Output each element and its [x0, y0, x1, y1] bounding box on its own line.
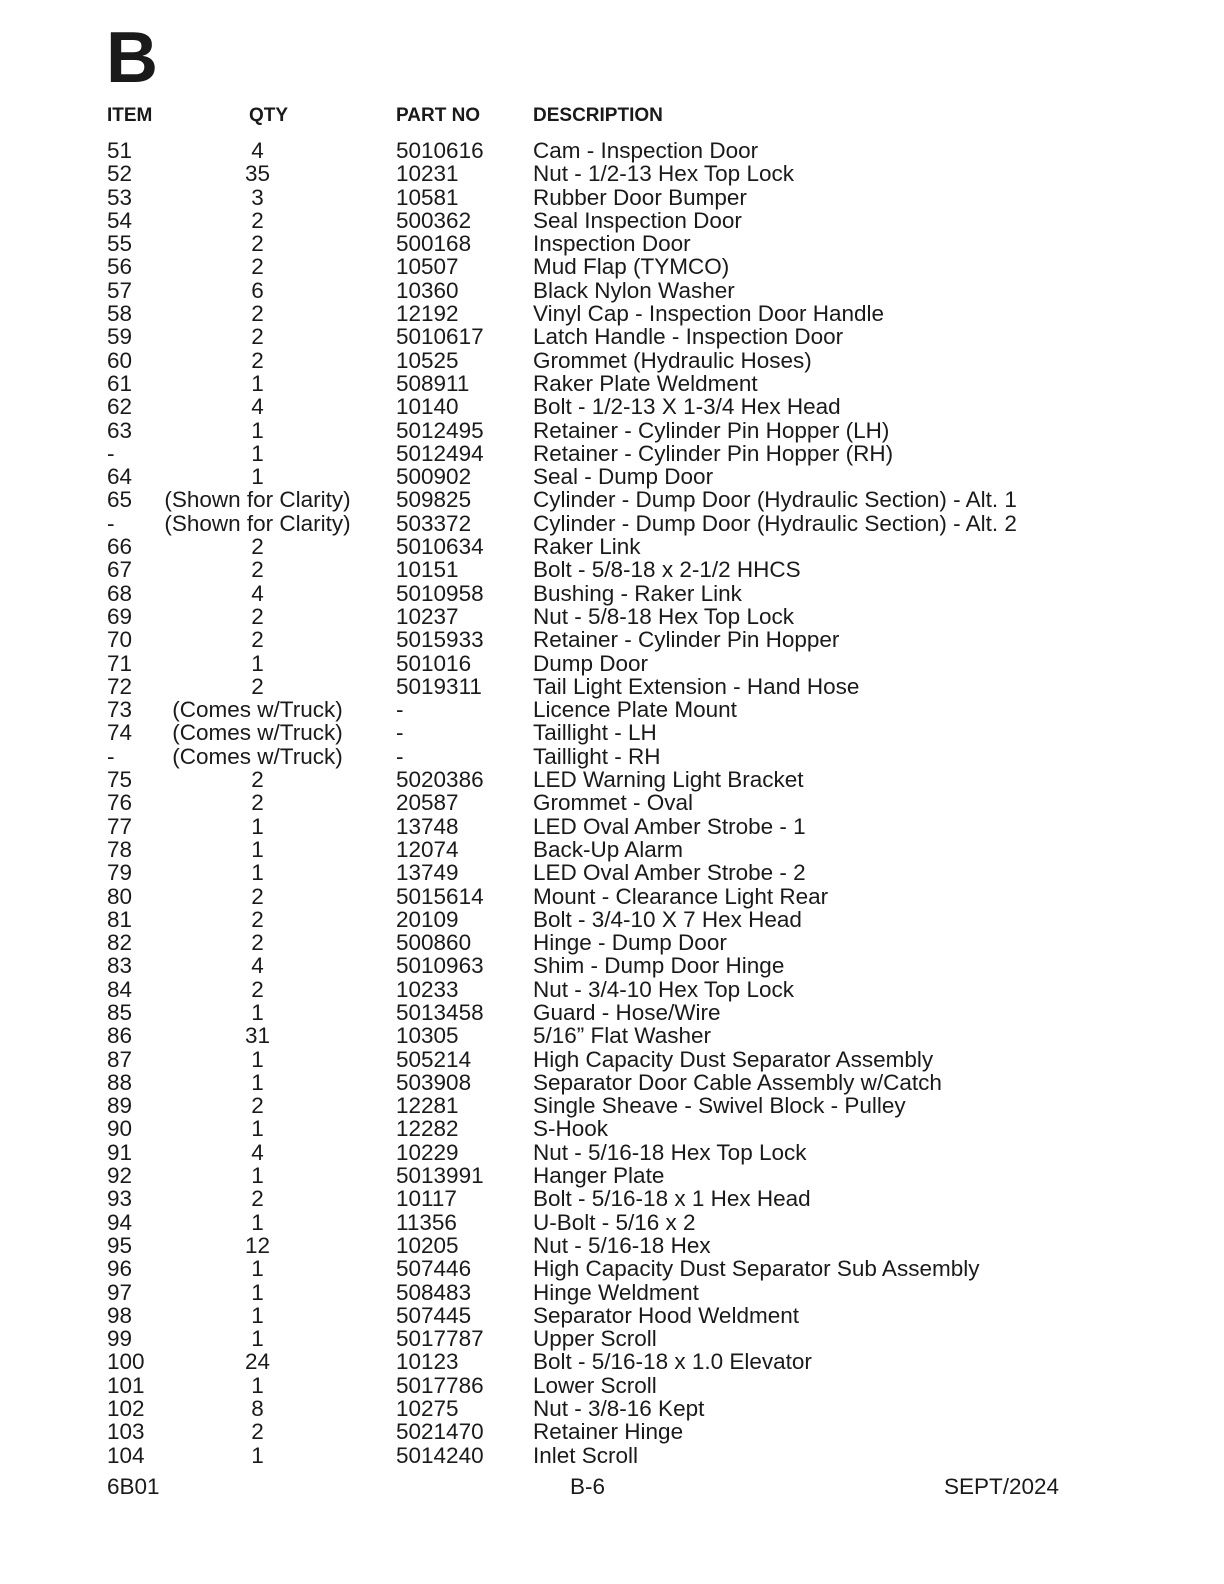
- section-letter: B: [106, 18, 158, 98]
- row-item: 101: [107, 1372, 145, 1398]
- table-row: [0, 675, 1224, 698]
- row-part-no: 10117: [396, 1186, 457, 1212]
- row-qty: 2: [251, 790, 264, 816]
- table-row: [0, 1257, 1224, 1280]
- table-row: [0, 1327, 1224, 1350]
- row-qty: 2: [251, 1419, 264, 1445]
- table-row: [0, 978, 1224, 1001]
- table-row: [0, 791, 1224, 814]
- row-part-no: 501016: [396, 650, 472, 676]
- row-item: 61: [107, 370, 133, 396]
- row-description: Hinge - Dump Door: [533, 930, 727, 956]
- row-item: 65: [107, 487, 133, 513]
- row-description: Taillight - RH: [533, 743, 661, 769]
- row-part-no: 20587: [396, 790, 459, 816]
- row-qty: 1: [251, 650, 264, 676]
- row-item: 102: [107, 1396, 145, 1422]
- row-description: Retainer - Cylinder Pin Hopper: [533, 627, 840, 653]
- row-part-no: 5015933: [396, 627, 484, 653]
- row-qty: 1: [251, 1279, 264, 1305]
- row-part-no: 505214: [396, 1046, 472, 1072]
- table-row: [0, 442, 1224, 465]
- table-row: [0, 1094, 1224, 1117]
- row-item: 90: [107, 1116, 133, 1142]
- row-qty: 4: [251, 953, 264, 979]
- row-item: 70: [107, 627, 133, 653]
- header-qty: QTY: [249, 105, 289, 126]
- row-item: 69: [107, 603, 133, 629]
- table-row: [0, 1071, 1224, 1094]
- row-qty: 1: [251, 1163, 264, 1189]
- row-item: 86: [107, 1023, 133, 1049]
- row-item: 98: [107, 1302, 133, 1328]
- row-item: 99: [107, 1326, 133, 1352]
- row-qty: 2: [251, 301, 264, 327]
- row-part-no: 509825: [396, 487, 472, 513]
- row-item: 68: [107, 580, 133, 606]
- row-item: 74: [107, 720, 133, 746]
- row-qty: 8: [251, 1396, 264, 1422]
- row-part-no: 5020386: [396, 767, 484, 793]
- row-part-no: 10233: [396, 976, 459, 1002]
- row-item: 91: [107, 1139, 133, 1165]
- row-item: 67: [107, 557, 133, 583]
- table-row: [0, 931, 1224, 954]
- table-row: [0, 162, 1224, 185]
- row-qty: 24: [244, 1349, 271, 1375]
- row-description: Nut - 3/4-10 Hex Top Lock: [533, 976, 794, 1002]
- row-description: Raker Link: [533, 534, 641, 560]
- row-qty: 4: [251, 394, 264, 420]
- row-qty: 2: [251, 557, 264, 583]
- row-qty: 1: [251, 813, 264, 839]
- row-item: 85: [107, 999, 133, 1025]
- row-item: 57: [107, 277, 133, 303]
- row-part-no: 5015614: [396, 883, 484, 909]
- parts-list: [0, 139, 1224, 1467]
- row-description: Bolt - 1/2-13 X 1-3/4 Hex Head: [533, 394, 841, 420]
- row-item: 84: [107, 976, 133, 1002]
- row-part-no: 500168: [396, 231, 472, 257]
- table-row: [0, 139, 1224, 162]
- table-row: [0, 1397, 1224, 1420]
- table-row: [0, 1211, 1224, 1234]
- row-part-no: 10140: [396, 394, 459, 420]
- row-item: 55: [107, 231, 133, 257]
- row-description: Guard - Hose/Wire: [533, 999, 721, 1025]
- row-part-no: 5010958: [396, 580, 484, 606]
- table-row: [0, 908, 1224, 931]
- row-description: Rubber Door Bumper: [533, 184, 747, 210]
- table-row: [0, 1420, 1224, 1443]
- row-item: 80: [107, 883, 133, 909]
- table-row: [0, 372, 1224, 395]
- row-item: 89: [107, 1093, 133, 1119]
- table-row: [0, 1444, 1224, 1467]
- table-row: [0, 838, 1224, 861]
- row-part-no: 20109: [396, 906, 459, 932]
- row-description: Taillight - LH: [533, 720, 657, 746]
- row-qty: 1: [251, 836, 264, 862]
- row-description: Grommet (Hydraulic Hoses): [533, 347, 812, 373]
- row-qty: 1: [251, 1256, 264, 1282]
- header-item: ITEM: [107, 105, 153, 126]
- table-row: [0, 465, 1224, 488]
- row-description: Upper Scroll: [533, 1326, 657, 1352]
- row-description: LED Warning Light Bracket: [533, 767, 804, 793]
- row-qty: 2: [251, 1186, 264, 1212]
- row-qty: 2: [251, 324, 264, 350]
- row-item: 53: [107, 184, 133, 210]
- row-item: 83: [107, 953, 133, 979]
- table-row: [0, 1281, 1224, 1304]
- row-item: 82: [107, 930, 133, 956]
- row-part-no: 503372: [396, 510, 472, 536]
- row-item: 51: [107, 138, 133, 163]
- row-qty: 1: [251, 370, 264, 396]
- row-part-no: 500362: [396, 207, 472, 233]
- table-row: [0, 1374, 1224, 1397]
- table-row: [0, 582, 1224, 605]
- table-row: [0, 745, 1224, 768]
- row-qty: 2: [251, 603, 264, 629]
- row-qty: 1: [251, 1302, 264, 1328]
- row-description: Hinge Weldment: [533, 1279, 699, 1305]
- row-item: 104: [107, 1442, 145, 1468]
- row-qty: (Comes w/Truck): [172, 697, 343, 723]
- row-part-no: 508483: [396, 1279, 472, 1305]
- row-description: Bolt - 5/16-18 x 1.0 Elevator: [533, 1349, 812, 1375]
- table-row: [0, 1304, 1224, 1327]
- row-part-no: 10231: [396, 161, 459, 187]
- row-item: 96: [107, 1256, 133, 1282]
- row-item: -: [107, 440, 115, 466]
- row-part-no: 10237: [396, 603, 459, 629]
- table-row: [0, 628, 1224, 651]
- row-description: Nut - 3/8-16 Kept: [533, 1396, 705, 1422]
- header-description: DESCRIPTION: [533, 105, 663, 126]
- row-item: 58: [107, 301, 133, 327]
- row-part-no: 503908: [396, 1069, 472, 1095]
- row-part-no: 5014240: [396, 1442, 484, 1468]
- row-description: Single Sheave - Swivel Block - Pulley: [533, 1093, 906, 1119]
- row-qty: (Comes w/Truck): [172, 743, 343, 769]
- row-part-no: 507445: [396, 1302, 472, 1328]
- table-row: [0, 325, 1224, 348]
- row-item: 88: [107, 1069, 133, 1095]
- row-description: Latch Handle - Inspection Door: [533, 324, 844, 350]
- row-description: High Capacity Dust Separator Assembly: [533, 1046, 934, 1072]
- table-row: [0, 419, 1224, 442]
- row-description: Retainer - Cylinder Pin Hopper (LH): [533, 417, 890, 443]
- row-qty: (Shown for Clarity): [164, 487, 351, 513]
- table-row: [0, 721, 1224, 744]
- row-description: Shim - Dump Door Hinge: [533, 953, 785, 979]
- row-description: Retainer - Cylinder Pin Hopper (RH): [533, 440, 894, 466]
- table-row: [0, 1234, 1224, 1257]
- row-description: Cylinder - Dump Door (Hydraulic Section) - Alt. 2: [533, 510, 1017, 536]
- row-description: Vinyl Cap - Inspection Door Handle: [533, 301, 885, 327]
- row-qty: 1: [251, 1442, 264, 1468]
- row-item: 95: [107, 1232, 133, 1258]
- table-row: [0, 558, 1224, 581]
- row-qty: (Shown for Clarity): [164, 510, 351, 536]
- row-part-no: 5012494: [396, 440, 484, 466]
- row-qty: 3: [251, 184, 264, 210]
- row-qty: 1: [251, 1069, 264, 1095]
- row-description: Hanger Plate: [533, 1163, 665, 1189]
- row-description: S-Hook: [533, 1116, 609, 1142]
- row-item: 66: [107, 534, 133, 560]
- row-item: 52: [107, 161, 133, 187]
- row-item: 78: [107, 836, 133, 862]
- table-row: [0, 209, 1224, 232]
- row-qty: 1: [251, 1046, 264, 1072]
- row-part-no: 5019311: [396, 673, 482, 699]
- row-description: Nut - 1/2-13 Hex Top Lock: [533, 161, 794, 187]
- row-item: 94: [107, 1209, 133, 1235]
- table-row: [0, 512, 1224, 535]
- row-qty: (Comes w/Truck): [172, 720, 343, 746]
- row-qty: 2: [251, 534, 264, 560]
- row-description: U-Bolt - 5/16 x 2: [533, 1209, 696, 1235]
- row-part-no: 5017787: [396, 1326, 484, 1352]
- table-row: [0, 1141, 1224, 1164]
- row-qty: 2: [251, 347, 264, 373]
- row-qty: 4: [251, 580, 264, 606]
- row-part-no: 5012495: [396, 417, 484, 443]
- row-qty: 1: [251, 860, 264, 886]
- row-description: Retainer Hinge: [533, 1419, 684, 1445]
- row-qty: 12: [244, 1232, 271, 1258]
- row-qty: 2: [251, 673, 264, 699]
- row-description: Bolt - 3/4-10 X 7 Hex Head: [533, 906, 802, 932]
- row-qty: 2: [251, 1093, 264, 1119]
- row-item: 64: [107, 464, 133, 490]
- row-item: 103: [107, 1419, 145, 1445]
- row-qty: 35: [244, 161, 271, 187]
- row-part-no: 5010634: [396, 534, 484, 560]
- table-row: [0, 605, 1224, 628]
- header-part-no: PART NO: [396, 105, 481, 126]
- row-qty: 1: [251, 440, 264, 466]
- row-part-no: 508911: [396, 370, 470, 396]
- row-part-no: 10151: [396, 557, 459, 583]
- row-qty: 2: [251, 254, 264, 280]
- row-part-no: -: [396, 720, 404, 746]
- row-part-no: 10507: [396, 254, 459, 280]
- row-part-no: 5013991: [396, 1163, 484, 1189]
- table-row: [0, 232, 1224, 255]
- row-qty: 1: [251, 1209, 264, 1235]
- row-item: 56: [107, 254, 133, 280]
- row-qty: 1: [251, 417, 264, 443]
- row-part-no: -: [396, 743, 404, 769]
- row-qty: 2: [251, 883, 264, 909]
- row-qty: 4: [251, 1139, 264, 1165]
- row-qty: 1: [251, 1116, 264, 1142]
- row-item: 81: [107, 906, 133, 932]
- page-footer: [0, 1474, 1224, 1500]
- row-part-no: 500860: [396, 930, 472, 956]
- row-part-no: 5010616: [396, 138, 484, 163]
- row-part-no: 10360: [396, 277, 459, 303]
- footer-doc-code: 6B01: [107, 1474, 160, 1499]
- table-row: [0, 535, 1224, 558]
- row-item: 60: [107, 347, 133, 373]
- footer-date: SEPT/2024: [944, 1474, 1060, 1499]
- row-item: 100: [107, 1349, 145, 1375]
- table-row: [0, 1024, 1224, 1047]
- row-item: 93: [107, 1186, 133, 1212]
- row-description: Separator Door Cable Assembly w/Catch: [533, 1069, 942, 1095]
- row-description: LED Oval Amber Strobe - 2: [533, 860, 806, 886]
- row-description: Cam - Inspection Door: [533, 138, 759, 163]
- row-description: Bolt - 5/8-18 x 2-1/2 HHCS: [533, 557, 801, 583]
- row-description: 5/16” Flat Washer: [533, 1023, 711, 1049]
- row-description: Cylinder - Dump Door (Hydraulic Section) - Alt. 1: [533, 487, 1017, 513]
- table-row: [0, 815, 1224, 838]
- row-description: Bushing - Raker Link: [533, 580, 742, 606]
- row-part-no: 13749: [396, 860, 459, 886]
- row-part-no: 5010963: [396, 953, 484, 979]
- row-qty: 2: [251, 906, 264, 932]
- row-part-no: 11356: [396, 1209, 457, 1235]
- row-part-no: 12281: [396, 1093, 459, 1119]
- row-part-no: 5010617: [396, 324, 484, 350]
- row-item: -: [107, 743, 115, 769]
- row-item: 63: [107, 417, 133, 443]
- row-item: -: [107, 510, 115, 536]
- column-headers: [0, 104, 1224, 128]
- row-qty: 2: [251, 627, 264, 653]
- table-row: [0, 652, 1224, 675]
- row-qty: 2: [251, 231, 264, 257]
- row-qty: 1: [251, 464, 264, 490]
- table-row: [0, 1048, 1224, 1071]
- row-description: Lower Scroll: [533, 1372, 657, 1398]
- table-row: [0, 768, 1224, 791]
- row-description: Inspection Door: [533, 231, 691, 257]
- table-row: [0, 186, 1224, 209]
- row-qty: 31: [244, 1023, 271, 1049]
- row-description: Separator Hood Weldment: [533, 1302, 799, 1328]
- row-qty: 4: [251, 138, 264, 163]
- row-item: 76: [107, 790, 133, 816]
- row-description: Licence Plate Mount: [533, 697, 737, 723]
- row-part-no: 507446: [396, 1256, 472, 1282]
- row-part-no: -: [396, 697, 404, 723]
- row-part-no: 10305: [396, 1023, 459, 1049]
- table-row: [0, 1164, 1224, 1187]
- row-description: Mud Flap (TYMCO): [533, 254, 730, 280]
- row-qty: 2: [251, 767, 264, 793]
- row-item: 77: [107, 813, 133, 839]
- row-qty: 6: [251, 277, 264, 303]
- row-item: 59: [107, 324, 133, 350]
- row-description: Mount - Clearance Light Rear: [533, 883, 829, 909]
- row-part-no: 5013458: [396, 999, 484, 1025]
- table-row: [0, 488, 1224, 511]
- row-description: Seal - Dump Door: [533, 464, 714, 490]
- table-row: [0, 1350, 1224, 1373]
- row-part-no: 10123: [396, 1349, 459, 1375]
- row-item: 71: [107, 650, 133, 676]
- row-item: 92: [107, 1163, 133, 1189]
- row-item: 54: [107, 207, 133, 233]
- table-row: [0, 349, 1224, 372]
- row-description: Nut - 5/16-18 Hex: [533, 1232, 711, 1258]
- row-qty: 2: [251, 930, 264, 956]
- row-qty: 2: [251, 976, 264, 1002]
- row-description: Nut - 5/8-18 Hex Top Lock: [533, 603, 794, 629]
- row-item: 72: [107, 673, 133, 699]
- row-part-no: 5021470: [396, 1419, 484, 1445]
- table-row: [0, 1117, 1224, 1140]
- row-qty: 2: [251, 207, 264, 233]
- table-row: [0, 954, 1224, 977]
- row-part-no: 13748: [396, 813, 459, 839]
- row-description: Nut - 5/16-18 Hex Top Lock: [533, 1139, 807, 1165]
- table-row: [0, 1001, 1224, 1024]
- row-description: LED Oval Amber Strobe - 1: [533, 813, 806, 839]
- row-part-no: 10525: [396, 347, 459, 373]
- row-item: 97: [107, 1279, 133, 1305]
- row-part-no: 5017786: [396, 1372, 484, 1398]
- row-description: Tail Light Extension - Hand Hose: [533, 673, 860, 699]
- row-description: High Capacity Dust Separator Sub Assembly: [533, 1256, 980, 1282]
- row-part-no: 10229: [396, 1139, 459, 1165]
- row-part-no: 10275: [396, 1396, 459, 1422]
- row-description: Back-Up Alarm: [533, 836, 684, 862]
- row-item: 75: [107, 767, 133, 793]
- row-qty: 1: [251, 1326, 264, 1352]
- table-row: [0, 885, 1224, 908]
- row-item: 62: [107, 394, 133, 420]
- footer-page-number: B-6: [570, 1474, 606, 1499]
- row-part-no: 10581: [396, 184, 459, 210]
- row-description: Raker Plate Weldment: [533, 370, 758, 396]
- row-part-no: 12282: [396, 1116, 459, 1142]
- row-description: Bolt - 5/16-18 x 1 Hex Head: [533, 1186, 811, 1212]
- row-part-no: 12192: [396, 301, 459, 327]
- row-item: 73: [107, 697, 133, 723]
- row-description: Inlet Scroll: [533, 1442, 639, 1468]
- row-item: 79: [107, 860, 133, 886]
- row-description: Black Nylon Washer: [533, 277, 735, 303]
- row-part-no: 12074: [396, 836, 459, 862]
- row-part-no: 10205: [396, 1232, 459, 1258]
- row-description: Grommet - Oval: [533, 790, 694, 816]
- table-row: [0, 861, 1224, 884]
- table-row: [0, 279, 1224, 302]
- row-description: Seal Inspection Door: [533, 207, 742, 233]
- table-row: [0, 698, 1224, 721]
- table-row: [0, 255, 1224, 278]
- row-qty: 1: [251, 1372, 264, 1398]
- row-qty: 1: [251, 999, 264, 1025]
- table-row: [0, 1187, 1224, 1210]
- row-description: Dump Door: [533, 650, 649, 676]
- row-part-no: 500902: [396, 464, 472, 490]
- table-row: [0, 395, 1224, 418]
- row-item: 87: [107, 1046, 133, 1072]
- table-row: [0, 302, 1224, 325]
